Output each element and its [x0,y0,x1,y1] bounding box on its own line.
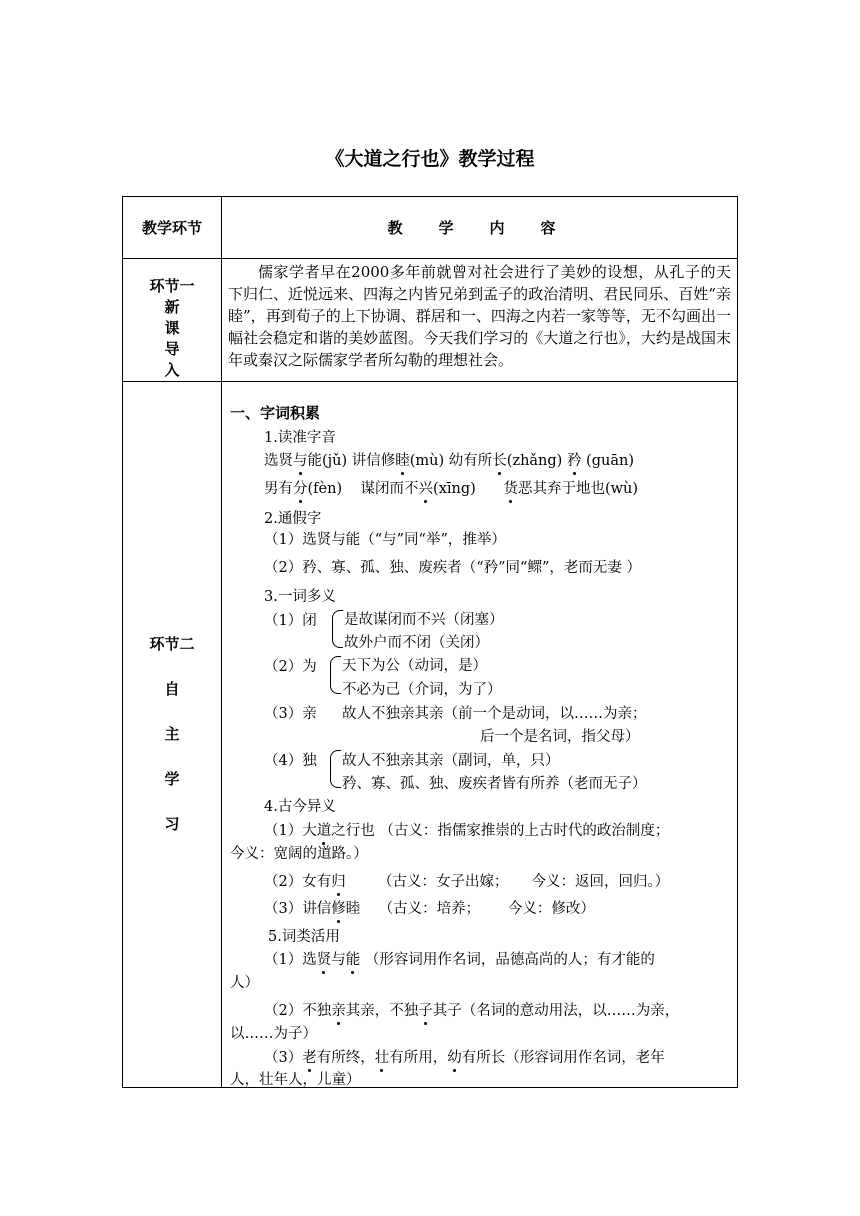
table-row [123,259,738,382]
tongjia-line-1: （1）选贤与能（“与”同“举”，推举） [264,532,506,548]
cilei-line-2-cont: 以……为子） [230,1026,317,1042]
polysemy-3-a: 故人不独亲其亲（前一个是动词，以……为亲； [342,706,647,722]
table-header-row [123,197,738,259]
table-row [123,382,738,1088]
cilei-line-2: （2）不独亲其亲，不独子其子（名词的意动用法，以……为亲， [264,999,679,1020]
gujin-line-2: （2）女有归 （古义：女子出嫁； 今义：返回，回归。） [264,870,669,891]
polysemy-3-b: 后一个是名词，指父母） [480,729,640,745]
cilei-title: 5.词类活用 [268,929,340,945]
polysemy-4-a: 故人不独亲其亲（副词，单，只） [342,753,560,769]
cilei-line-1: （1）选贤与能 （形容词用作名词，品德高尚的人；有才能的 [264,948,655,969]
cilei-line-3-cont: 人，壮年人，儿童） [230,1072,361,1088]
pronunciation-line-1: 选贤与能(jǔ) 讲信修睦(mù) 幼有所长(zhǎng) 矜 (guān) [264,449,634,470]
intro-paragraph: 儒家学者早在2000多年前就曾对社会进行了美妙的设想，从孔子的天下归仁、近悦远来、四海之内皆兄弟到孟子的政治清明、君民同乐、百姓“亲睦”，再到荀子的上下协调、群居和一、四海之内若一家等等，无不勾画出一幅社会稳定和谐的美妙蓝图。今天我们学习的《大道之行也》，大约是战国末年或秦汉之际儒家学者所勾勒的理想社会。 [228,263,731,369]
cilei-line-1-cont: 人） [230,975,259,991]
pronunciation-line-2: 男有分(fèn) 谋闭而不兴(xīng) 货恶其弃于地也(wù) [264,477,638,498]
polysemy-4-label: （4）独 [264,753,317,769]
tongjia-line-2: （2）矜、寡、孤、独、废疾者（“矜”同“鳏”，老而无妻 ） [264,560,641,576]
pronunciation-title: 1.读准字音 [264,430,336,446]
polysemy-title: 3.一词多义 [264,589,336,605]
polysemy-1-b: 故外户而不闭（关闭） [344,635,489,651]
cilei-line-3: （3）老有所终，壮有所用，幼有所长（形容词用作名词，老年 [264,1046,665,1067]
brace-icon [332,610,343,648]
tongjia-title: 2.通假字 [264,511,322,527]
header-teaching-stage: 教学环节 [123,197,222,259]
polysemy-1-label: （1）闭 [264,613,317,629]
header-teaching-content: 教学内容 [222,197,738,259]
polysemy-3-label: （3）亲 [264,706,317,722]
gujin-title: 4.古今异义 [264,799,336,815]
gujin-line-3: （3）讲信修睦 （古义：培养； 今义：修改） [264,897,595,918]
stage-2-label: 环节二 自 主 学 习 [123,382,222,1088]
gujin-line-1: （1）大道之行也 （古义：指儒家推崇的上古时代的政治制度； [264,819,669,840]
polysemy-2-label: （2）为 [264,659,317,675]
brace-icon [330,750,341,788]
page-title: 《大道之行也》教学过程 [325,148,535,170]
section-title: 一、字词积累 [230,404,321,422]
gujin-line-1-cont: 今义：宽阔的道路。） [230,846,368,862]
teaching-process-table [122,196,738,1088]
polysemy-2-a: 天下为公（动词，是） [342,658,487,674]
brace-icon [330,656,341,694]
polysemy-2-b: 不必为己（介词，为了） [342,682,502,698]
stage-2-content [222,382,738,1088]
polysemy-1-a: 是故谋闭而不兴（闭塞） [344,612,504,628]
polysemy-4-b: 矜、寡、孤、独、废疾者皆有所养（老而无子） [342,776,647,792]
stage-1-label: 环节一 新 课 导 入 [123,259,222,382]
stage-1-content [222,259,738,382]
